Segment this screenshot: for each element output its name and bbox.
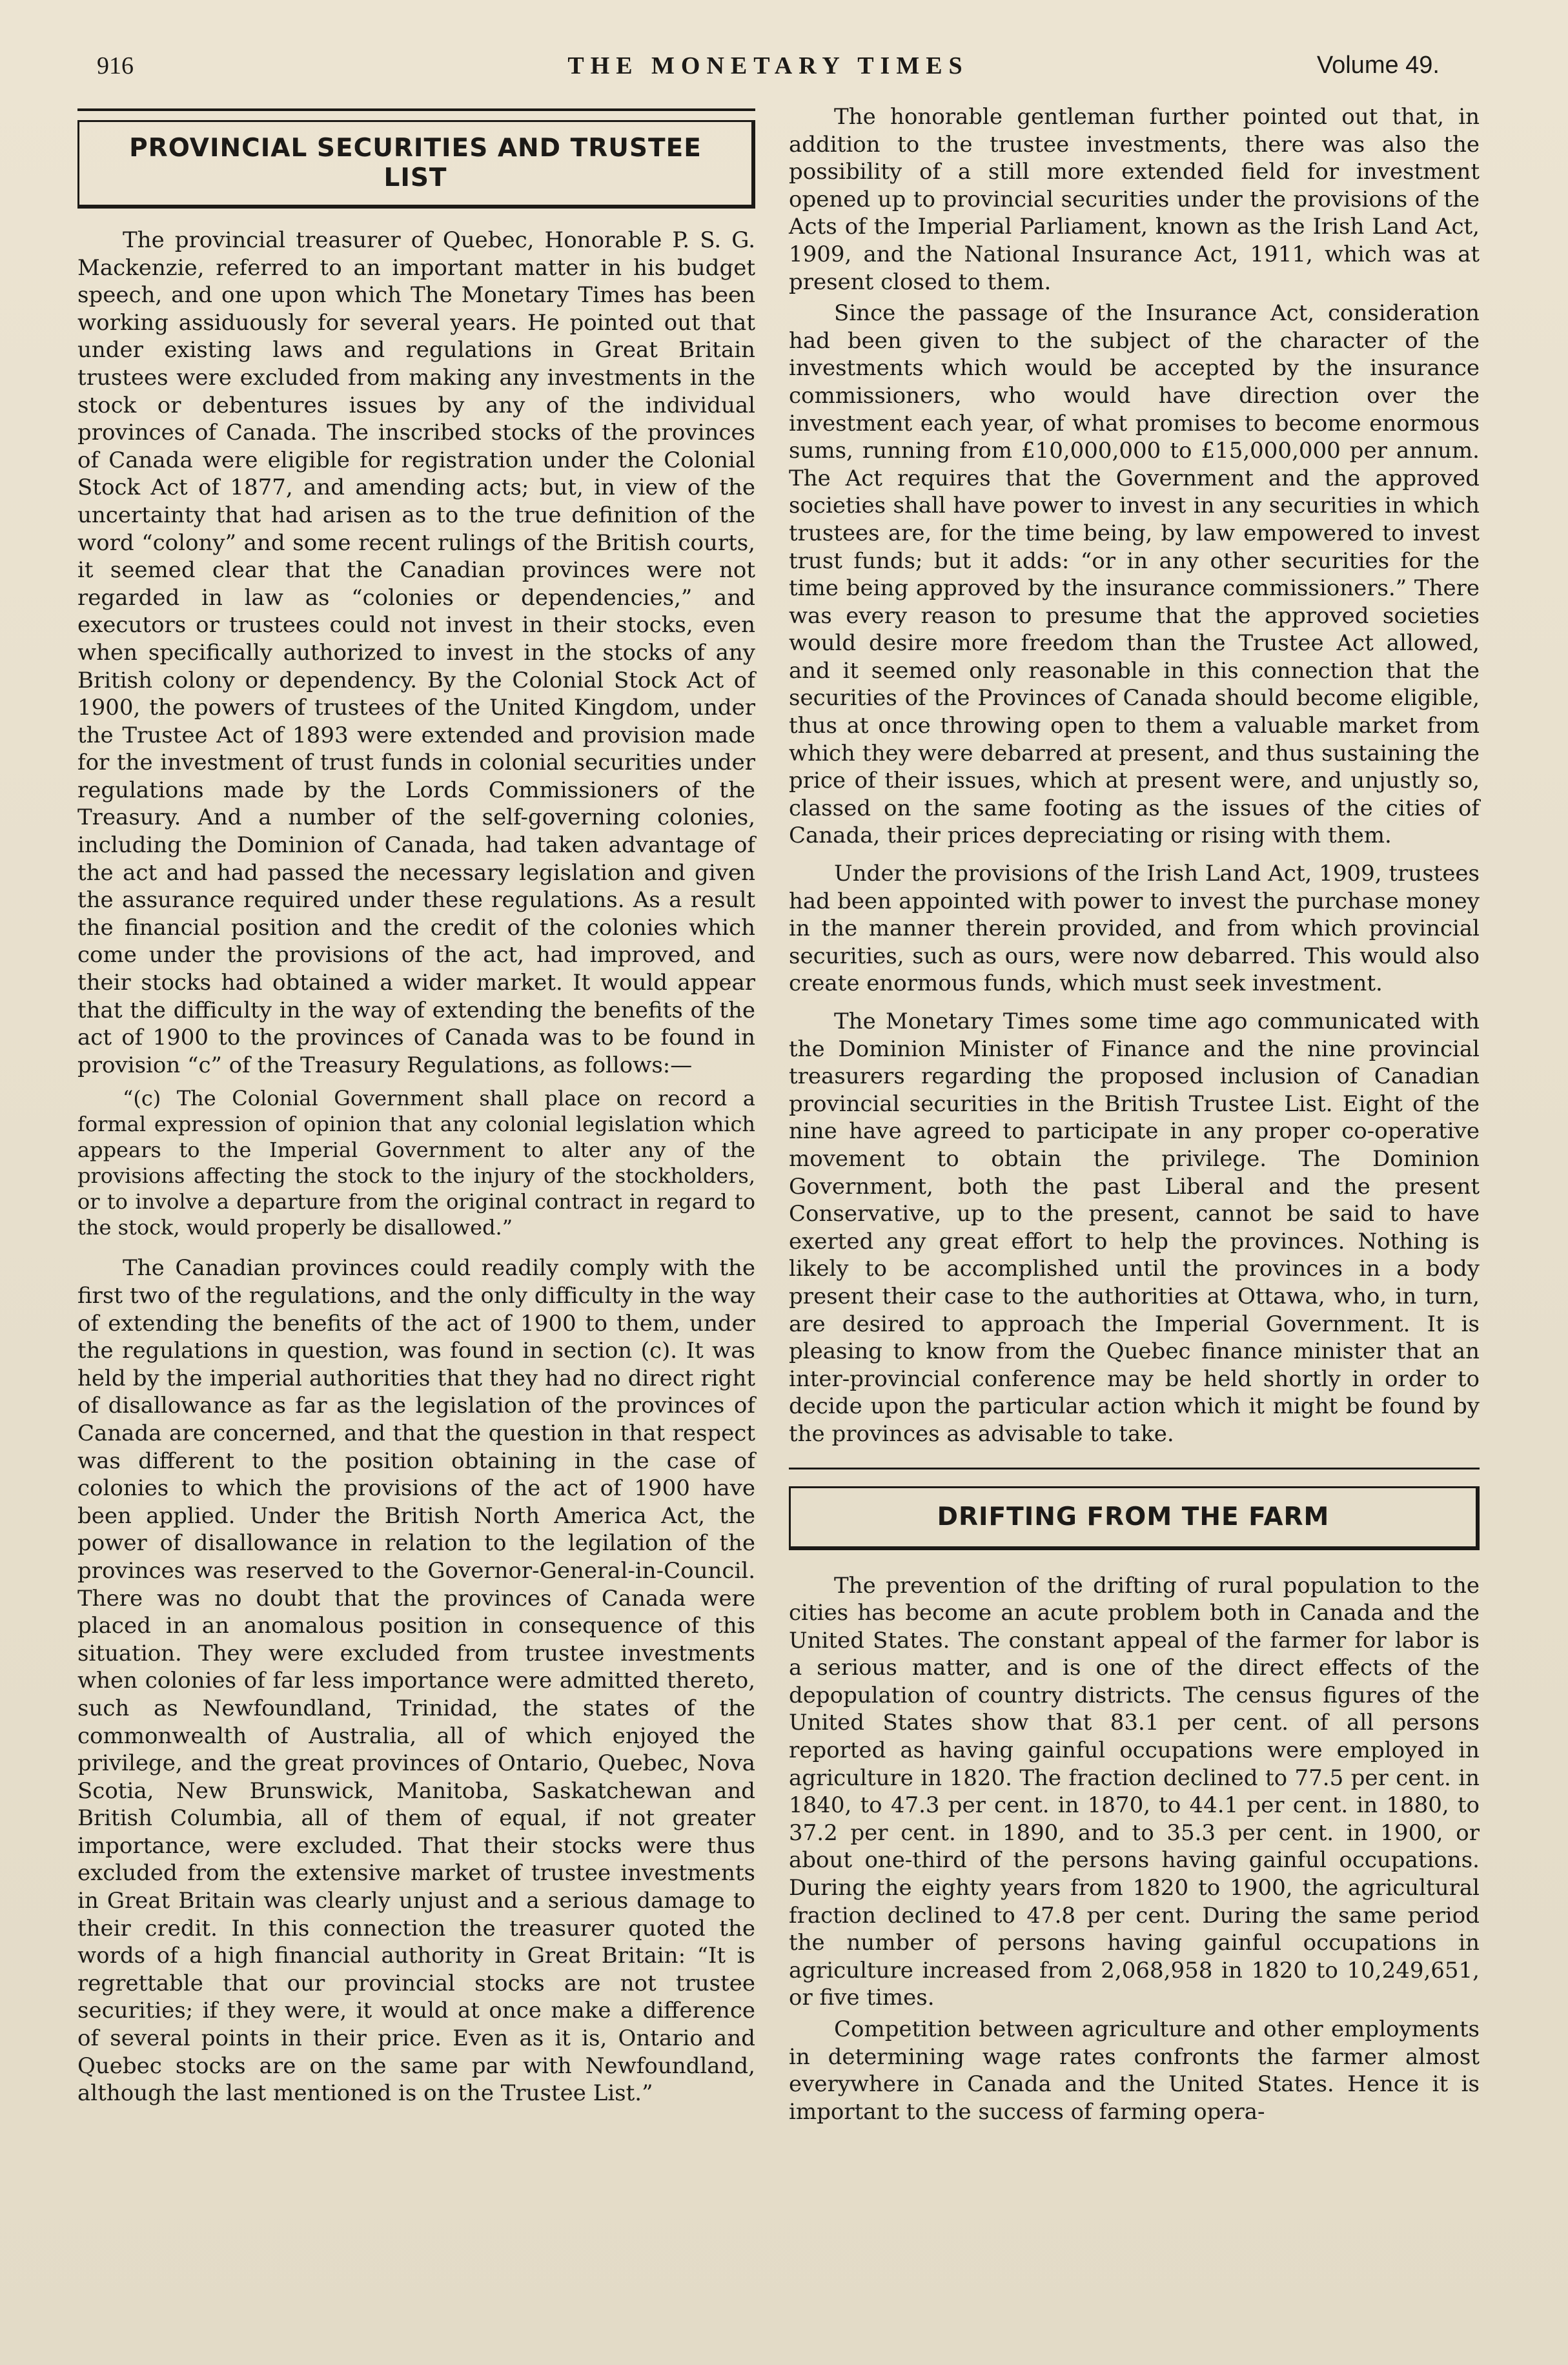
article-paragraph: The Canadian provinces could readily comply with the first two of the regulations, and the only difficulty in the way of extending the benefits of the act of 1900 to them, under the regulations in question, was found in section (c). It was held by the imperial authorities that they had no direct right of disallowance as far as the legislation of the provinces of Canada are concerned, and that the question in that respect was different to the position obtaining in the case of colonies to which the provisions of the act of 1900 have been applied. Under the British North America Act, the power of disallowance in relation to the legilation of the provinces was reserved to the Governor-General-in-Council. There was no doubt that the provinces of Canada were placed in an anomalous position in consequence of this situation. They were excluded from trustee investments when colonies of far less importance were admitted thereto, such as Newfoundland, Trinidad, the states of the commonwealth of Australia, all of which enjoyed the privilege, and the great provinces of Ontario, Quebec, Nova Scotia, New Brunswick, Manitoba, Saskatchewan and British Columbia, all of them of equal, if not greater importance, were excluded. That their stocks were thus excluded from the extensive market of trustee investments in Great Britain was clearly unjust and a serious damage to their credit. In this connection the treasurer quoted the words of a high financial authority in Great Britain: “It is regrettable that our provincial stocks are not trustee securities; if they were, it would at once make a difference of several points in their price. Even as it is, Ontario and Quebec stocks are on the same par with Newfoundland, although the last mentioned is on the Trustee List.”	[77, 1255, 755, 2107]
left-column	[77, 103, 755, 2107]
article-heading-drifting-from-farm: DRIFTING FROM THE FARM	[789, 1486, 1480, 1550]
column-rule	[77, 108, 755, 111]
article-separator	[789, 1468, 1480, 1469]
right-column	[789, 103, 1480, 2125]
publication-title: THE MONETARY TIMES	[567, 52, 969, 79]
article-paragraph: The honorable gentleman further pointed out that, in addition to the trustee investments, there was also the possibility of a still more extended field for investment opened up to provincial securities under the provisions of the Acts of the Imperial Parliament, known as the Irish Land Act, 1909, and the National Insurance Act, 1911, which was at present closed to them.	[789, 104, 1480, 295]
article-paragraph: Since the passage of the Insurance Act, consideration had been given to the subject of the character of the investments which would be accepted by the insurance commissioners, who would have direction over the investment each year, of what promises to become enormous sums, running from £10,000,000 to £15,000,000 per annum. The Act requires that the Government and the approved societies shall have power to invest in any securities in which trustees are, for the time being, by law empowered to invest trust funds; but it adds: “or in any other securities for the time being approved by the insurance commissioners.” There was every reason to presume that the approved societies would desire more freedom than the Trustee Act allowed, and it seemed only reasonable in this connection that the securities of the Provinces of Canada should become eligible, thus at once throwing open to them a valuable market from which they were debarred at present, and thus sustaining the price of their issues, which at present were, and unjustly so, classed on the same footing as the issues of the cities of Canada, their prices depreciating or rising with them.	[789, 300, 1480, 849]
article-paragraph: The Monetary Times some time ago communicated with the Dominion Minister of Finance and the nine provincial treasurers regarding the proposed inclusion of Canadian provincial securities in the British Trustee List. Eight of the nine have agreed to participate in any proper co-operative movement to obtain the privilege. The Dominion Government, both the past Liberal and the present Conservative, up to the present, cannot be said to have exerted any great effort to help the provinces. Nothing is likely to be accomplished until the provinces in a body present their case to the authorities at Ottawa, who, in turn, are desired to approach the Imperial Government. It is pleasing to know from the Quebec finance minister that an inter-provincial conference may be held shortly in order to decide upon the particular action which it might be found by the provinces as advisable to take.	[789, 1008, 1480, 1447]
article-heading-provincial-securities: PROVINCIAL SECURITIES AND TRUSTEE LIST	[77, 120, 755, 209]
running-header	[97, 46, 1440, 85]
page-number: 916	[97, 52, 134, 79]
treasury-regulation-quote: “(c) The Colonial Government shall place on record a formal expression of opinion that any colonial legislation which appears to the Imperial Government to alter any of the provisions affecting the stock to the injury of the stockholders, or to involve a departure from the original contract in regard to the stock, would properly be disallowed.”	[77, 1086, 755, 1240]
volume-label: Volume 49.	[1316, 52, 1440, 79]
article-paragraph: Competition between agriculture and other employments in determining wage rates confronts the farmer almost everywhere in Canada and the United States. Hence it is important to the success of farming opera-	[789, 2016, 1480, 2125]
article-paragraph: The provincial treasurer of Quebec, Honorable P. S. G. Mackenzie, referred to an important matter in his budget speech, and one upon which The Monetary Times has been working assiduously for several years. He pointed out that under existing laws and regulations in Great Britain trustees were excluded from making any investments in the stock or debentures issues by any of the individual provinces of Canada. The inscribed stocks of the provinces of Canada were eligible for registration under the Colonial Stock Act of 1877, and amending acts; but, in view of the uncertainty that had arisen as to the true definition of the word “colony” and some recent rulings of the British courts, it seemed clear that the Canadian provinces were not regarded in law as “colonies or dependencies,” and executors or trustees could not invest in their stocks, even when specifically authorized to invest in the stocks of any British colony or dependency. By the Colonial Stock Act of 1900, the powers of trustees of the United Kingdom, under the Trustee Act of 1893 were extended and provision made for the investment of trust funds in colonial securities under regulations made by the Lords Commissioners of the Treasury. And a number of the self-governing colonies, including the Dominion of Canada, had taken advantage of the act and had passed the necessary legislation and given the assurance required under these regulations. As a result the financial position and the credit of the colonies which come under the provisions of the act, had improved, and their stocks had obtained a wider market. It would appear that the difficulty in the way of extending the benefits of the act of 1900 to the provinces of Canada was to be found in provision “c” of the Treasury Regulations, as follows:—	[77, 227, 755, 1078]
article-paragraph: Under the provisions of the Irish Land Act, 1909, trustees had been appointed with power to invest the purchase money in the manner therein provided, and from which provincial securities, such as ours, were now debarred. This would also create enormous funds, which must seek investment.	[789, 861, 1480, 997]
article-paragraph: The prevention of the drifting of rural population to the cities has become an acute problem both in Canada and the United States. The constant appeal of the farmer for labor is a serious matter, and is one of the direct effects of the depopulation of country districts. The census figures of the United States show that 83.1 per cent. of all persons reported as having gainful occupations were employed in agriculture in 1820. The fraction declined to 77.5 per cent. in 1840, to 47.3 per cent. in 1870, to 44.1 per cent. in 1880, to 37.2 per cent. in 1890, and to 35.3 per cent. in 1900, or about one-third of the persons having gainful occupations. During the eighty years from 1820 to 1900, the agricultural fraction declined to 47.8 per cent. During the same period the number of persons having gainful occupations in agriculture increased from 2,068,958 in 1820 to 10,249,651, or five times.	[789, 1572, 1480, 2011]
